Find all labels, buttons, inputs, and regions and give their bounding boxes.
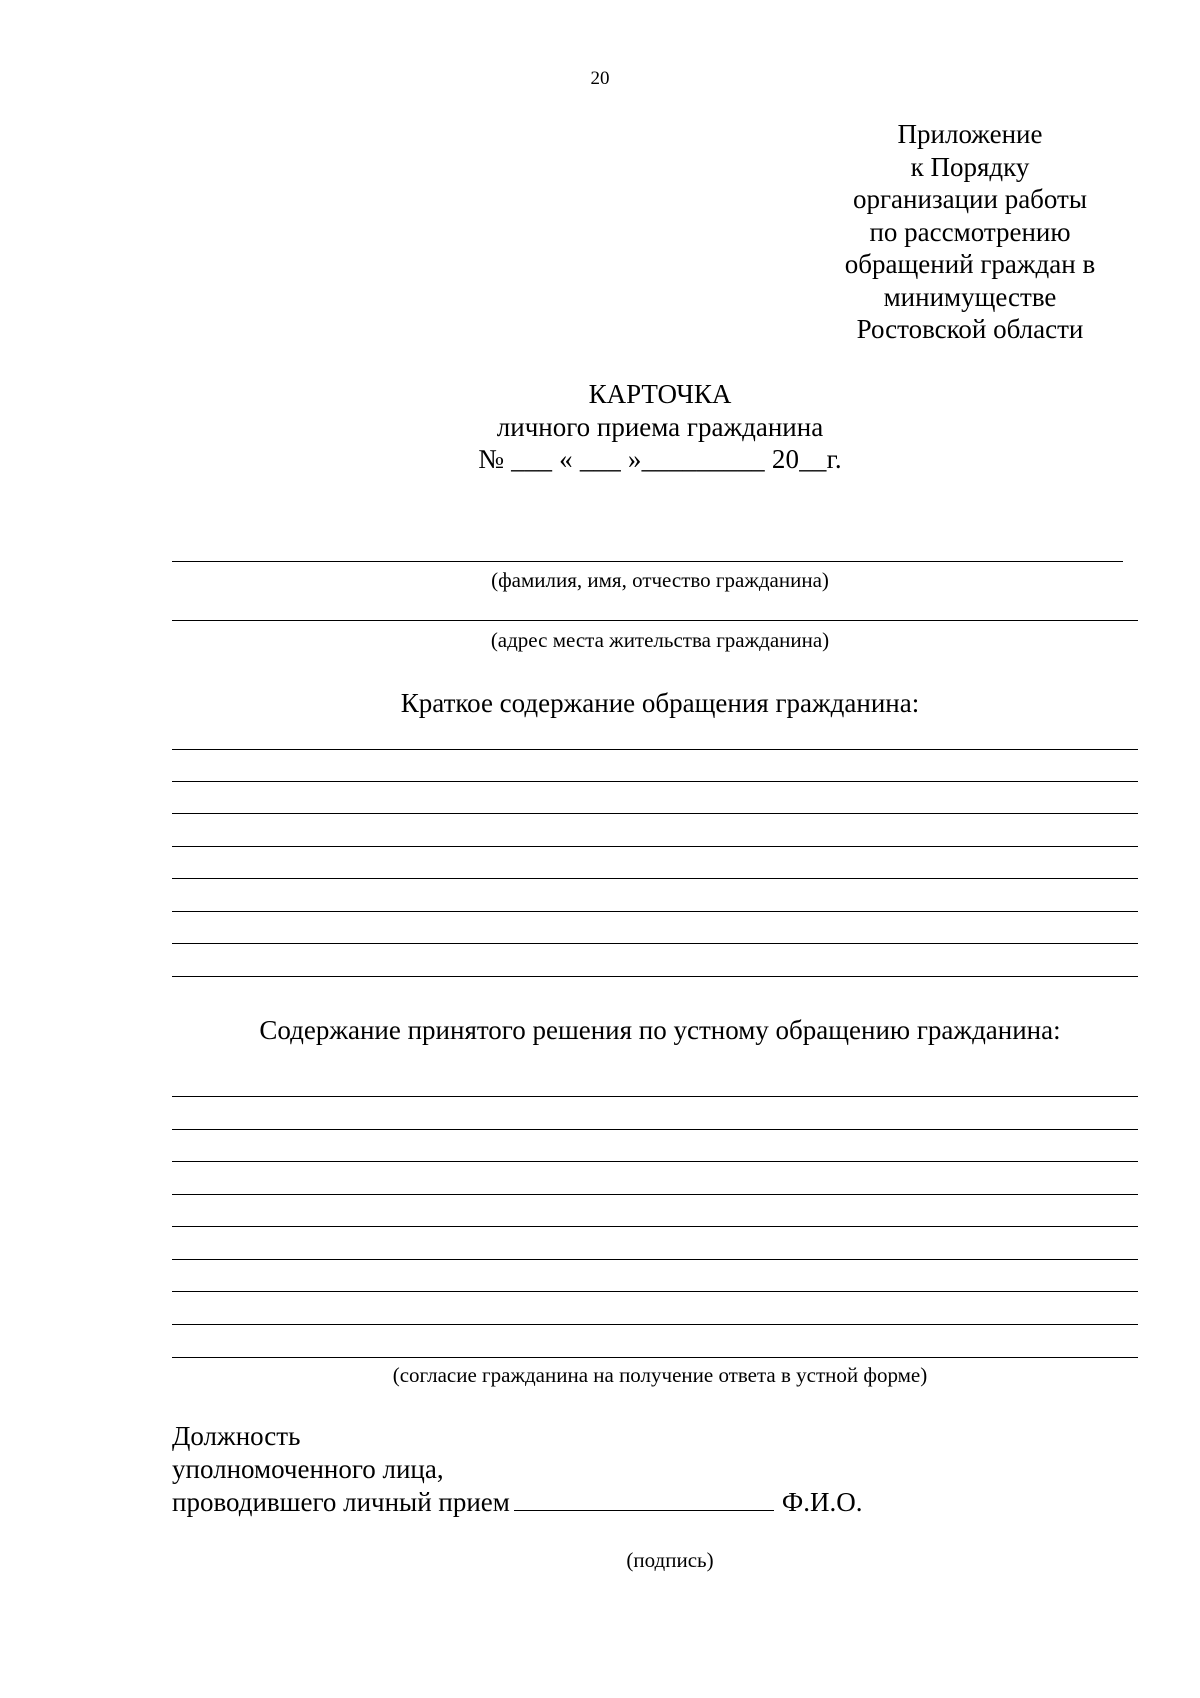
appendix-line: к Порядку [910,151,1030,182]
card-title: КАРТОЧКА [588,379,732,409]
summary-line[interactable] [172,878,1138,879]
summary-line[interactable] [172,846,1138,847]
summary-line[interactable] [172,781,1138,782]
summary-line[interactable] [172,943,1138,944]
signature-position-label: Должность [172,1421,301,1451]
summary-line[interactable] [172,813,1138,814]
decision-line[interactable] [172,1161,1138,1162]
summary-section-title: Краткое содержание обращения гражданина: [400,688,920,718]
decision-line[interactable] [172,1259,1138,1260]
signature-position-label-2: уполномоченного лица, [172,1454,444,1484]
signature-position-label-3 [172,1486,862,1519]
appendix-line: обращений граждан в [844,249,1096,279]
signature-caption: (подпись) [626,1548,714,1572]
decision-line[interactable] [172,1194,1138,1195]
summary-line[interactable] [172,911,1138,912]
decision-line[interactable] [172,1291,1138,1292]
appendix-line: организации работы [852,184,1087,214]
decision-line[interactable] [172,1324,1138,1325]
decision-line[interactable] [172,1096,1138,1097]
decision-section-title: Содержание принятого решения по устному обращению гражданина: [259,1015,1061,1045]
signature-block [172,1420,862,1519]
signature-line[interactable] [514,1488,774,1511]
card-subtitle: личного приема гражданина [496,411,824,442]
fio-field-line[interactable] [172,561,1123,562]
appendix-line: минимуществе [883,281,1057,312]
summary-line[interactable] [172,749,1138,750]
appendix-block [820,118,1120,346]
consent-line[interactable] [172,1357,1138,1358]
appendix-line: по рассмотрению [869,216,1071,247]
signature-prefix: проводившего личный прием [172,1487,510,1517]
consent-caption: (согласие гражданина на получение ответа в устной форме) [392,1363,928,1387]
page-number: 20 [590,68,610,89]
appendix-line: Приложение [897,119,1043,149]
decision-line[interactable] [172,1129,1138,1130]
signature-fio: Ф.И.О. [781,1487,863,1517]
card-header [0,378,1200,476]
decision-line[interactable] [172,1226,1138,1227]
card-number-date-line: № ___ « ___ »_________ 20__г. [478,444,842,474]
address-caption: (адрес места жительства гражданина) [490,628,830,652]
summary-line[interactable] [172,976,1138,977]
fio-caption: (фамилия, имя, отчество гражданина) [491,568,829,592]
address-field-line[interactable] [172,620,1138,621]
appendix-line: Ростовской области [856,314,1084,344]
